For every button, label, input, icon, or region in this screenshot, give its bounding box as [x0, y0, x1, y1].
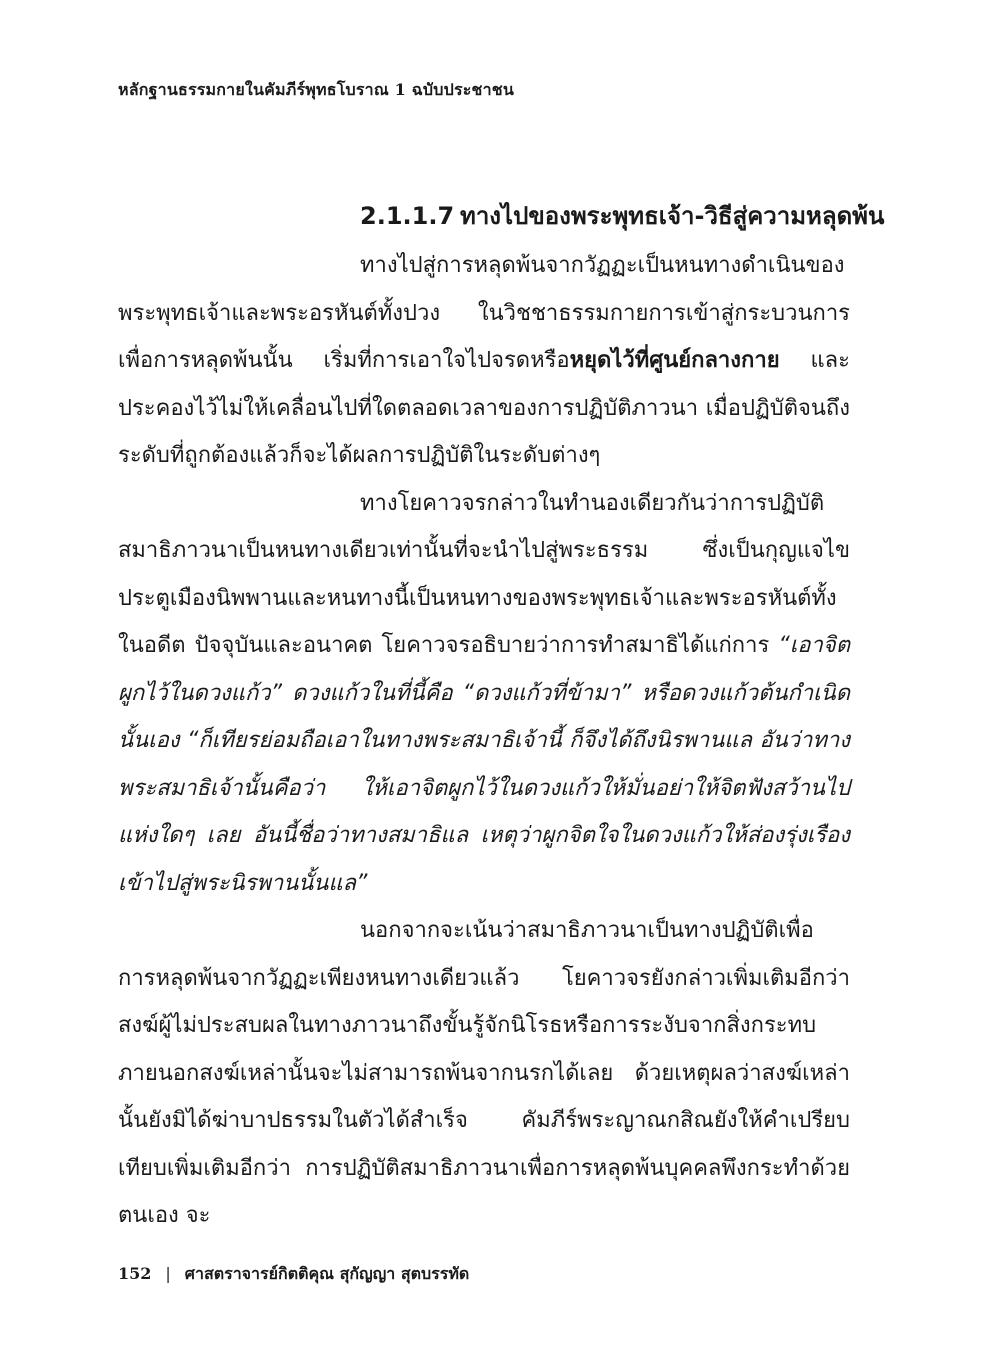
running-header: หลักฐานธรรมกายในคัมภีร์พุทธโบราณ 1 ฉบับประชาชน — [118, 80, 514, 99]
section-number: 2.1.1.7 — [360, 202, 455, 230]
paragraph-1-text-a: ทางไปสู่การหลุดพ้นจากวัฏฏะเป็นหนทางดำเนินของพระพุทธเจ้าและพระอรหันต์ทั้งปวง ในวิชชาธรรมกายการเข้าสู่กระบวนการเพื่อการหลุดพ้นนั้น เริ่มที่การเอาใจไปจรดหรือ — [118, 253, 850, 373]
paragraph-3-text: นอกจากจะเน้นว่าสมาธิภาวนาเป็นทางปฏิบัติเพื่อการหลุดพ้นจากวัฏฏะเพียงหนทางเดียวแล้ว โยคาวจรยังกล่าวเพิ่มเติมอีกว่าสงฆ์ผู้ไม่ประสบผลในทางภาวนาถึงขั้นรู้จักนิโรธหรือการระงับจากสิ่งกระทบภายนอกสงฆ์เหล่านั้นจะไม่สามารถพ้นจากนรกได้เลย ด้วยเหตุผลว่าสงฆ์เหล่านั้นยังมิได้ฆ่าบาปธรรมในตัวได้สำเร็จ คัมภีร์พระญาณกสิณยังให้คำเปรียบเทียบเพิ่มเติมอีกว่า การปฏิบัติสมาธิภาวนาเพื่อการหลุดพ้นบุคคลพึงกระทำด้วยตนเอง จะ — [118, 918, 850, 1228]
paragraph-2 — [118, 480, 850, 908]
paragraph-3 — [118, 907, 850, 1240]
page-number: 152 — [118, 1264, 152, 1283]
paragraph-2-text: ทางโยคาวจรกล่าวในทำนองเดียวกันว่าการปฏิบัติสมาธิภาวนาเป็นหนทางเดียวเท่านั้นที่จะนำไปสู่พระธรรม ซึ่งเป็นกุญแจไขประตูเมืองนิพพานและหนทางนี้เป็นหนทางของพระพุทธเจ้าและพระอรหันต์ทั้งในอดีต ปัจจุบันและอนาคต โยคาวจรอธิบายว่าการทำสมาธิได้แก่การ — [118, 490, 850, 658]
paragraph-2-quotation: “เอาจิตผูกไว้ในดวงแก้ว” ดวงแก้วในที่นี้คือ “ดวงแก้วที่ข้ามา” หรือดวงแก้วต้นกำเนิดนั้นเอง “ก็เทียรย่อมถือเอาในทางพระสมาธิเจ้านี้ ก็จึงได้ถึงนิรพานแล อันว่าทางพระสมาธิเจ้านั้นคือว่า ให้เอาจิตผูกไว้ในดวงแก้วให้มั่นอย่าให้จิตฟังสว้านไปแห่งใดๆ เลย อันนี้ชื่อว่าทางสมาธิแล เหตุว่าผูกจิตใจในดวงแก้วให้ส่องรุ่งเรืองเข้าไปสู่พระนิรพานนั้นแล” — [118, 633, 850, 896]
paragraph-1 — [118, 242, 850, 480]
page-footer — [118, 1262, 469, 1287]
paragraph-1-bold-term: หยุดไว้ที่ศูนย์กลางกาย — [569, 348, 780, 373]
section-heading — [360, 196, 885, 235]
section-title: ทางไปของพระพุทธเจ้า-วิธีสู่ความหลุดพ้น — [460, 202, 885, 230]
body-text — [118, 242, 850, 1240]
footer-separator: | — [165, 1264, 171, 1283]
author-name: ศาสตราจารย์กิตติคุณ สุกัญญา สุตบรรทัด — [184, 1264, 470, 1283]
paragraph-1-text-b: และประคองไว้ไม่ให้เคลื่อนไปที่ใดตลอดเวลาของการปฏิบัติภาวนา เมื่อปฏิบัติจนถึงระดับที่ถูกต้องแล้วก็จะได้ผลการปฏิบัติในระดับต่างๆ — [118, 348, 850, 468]
